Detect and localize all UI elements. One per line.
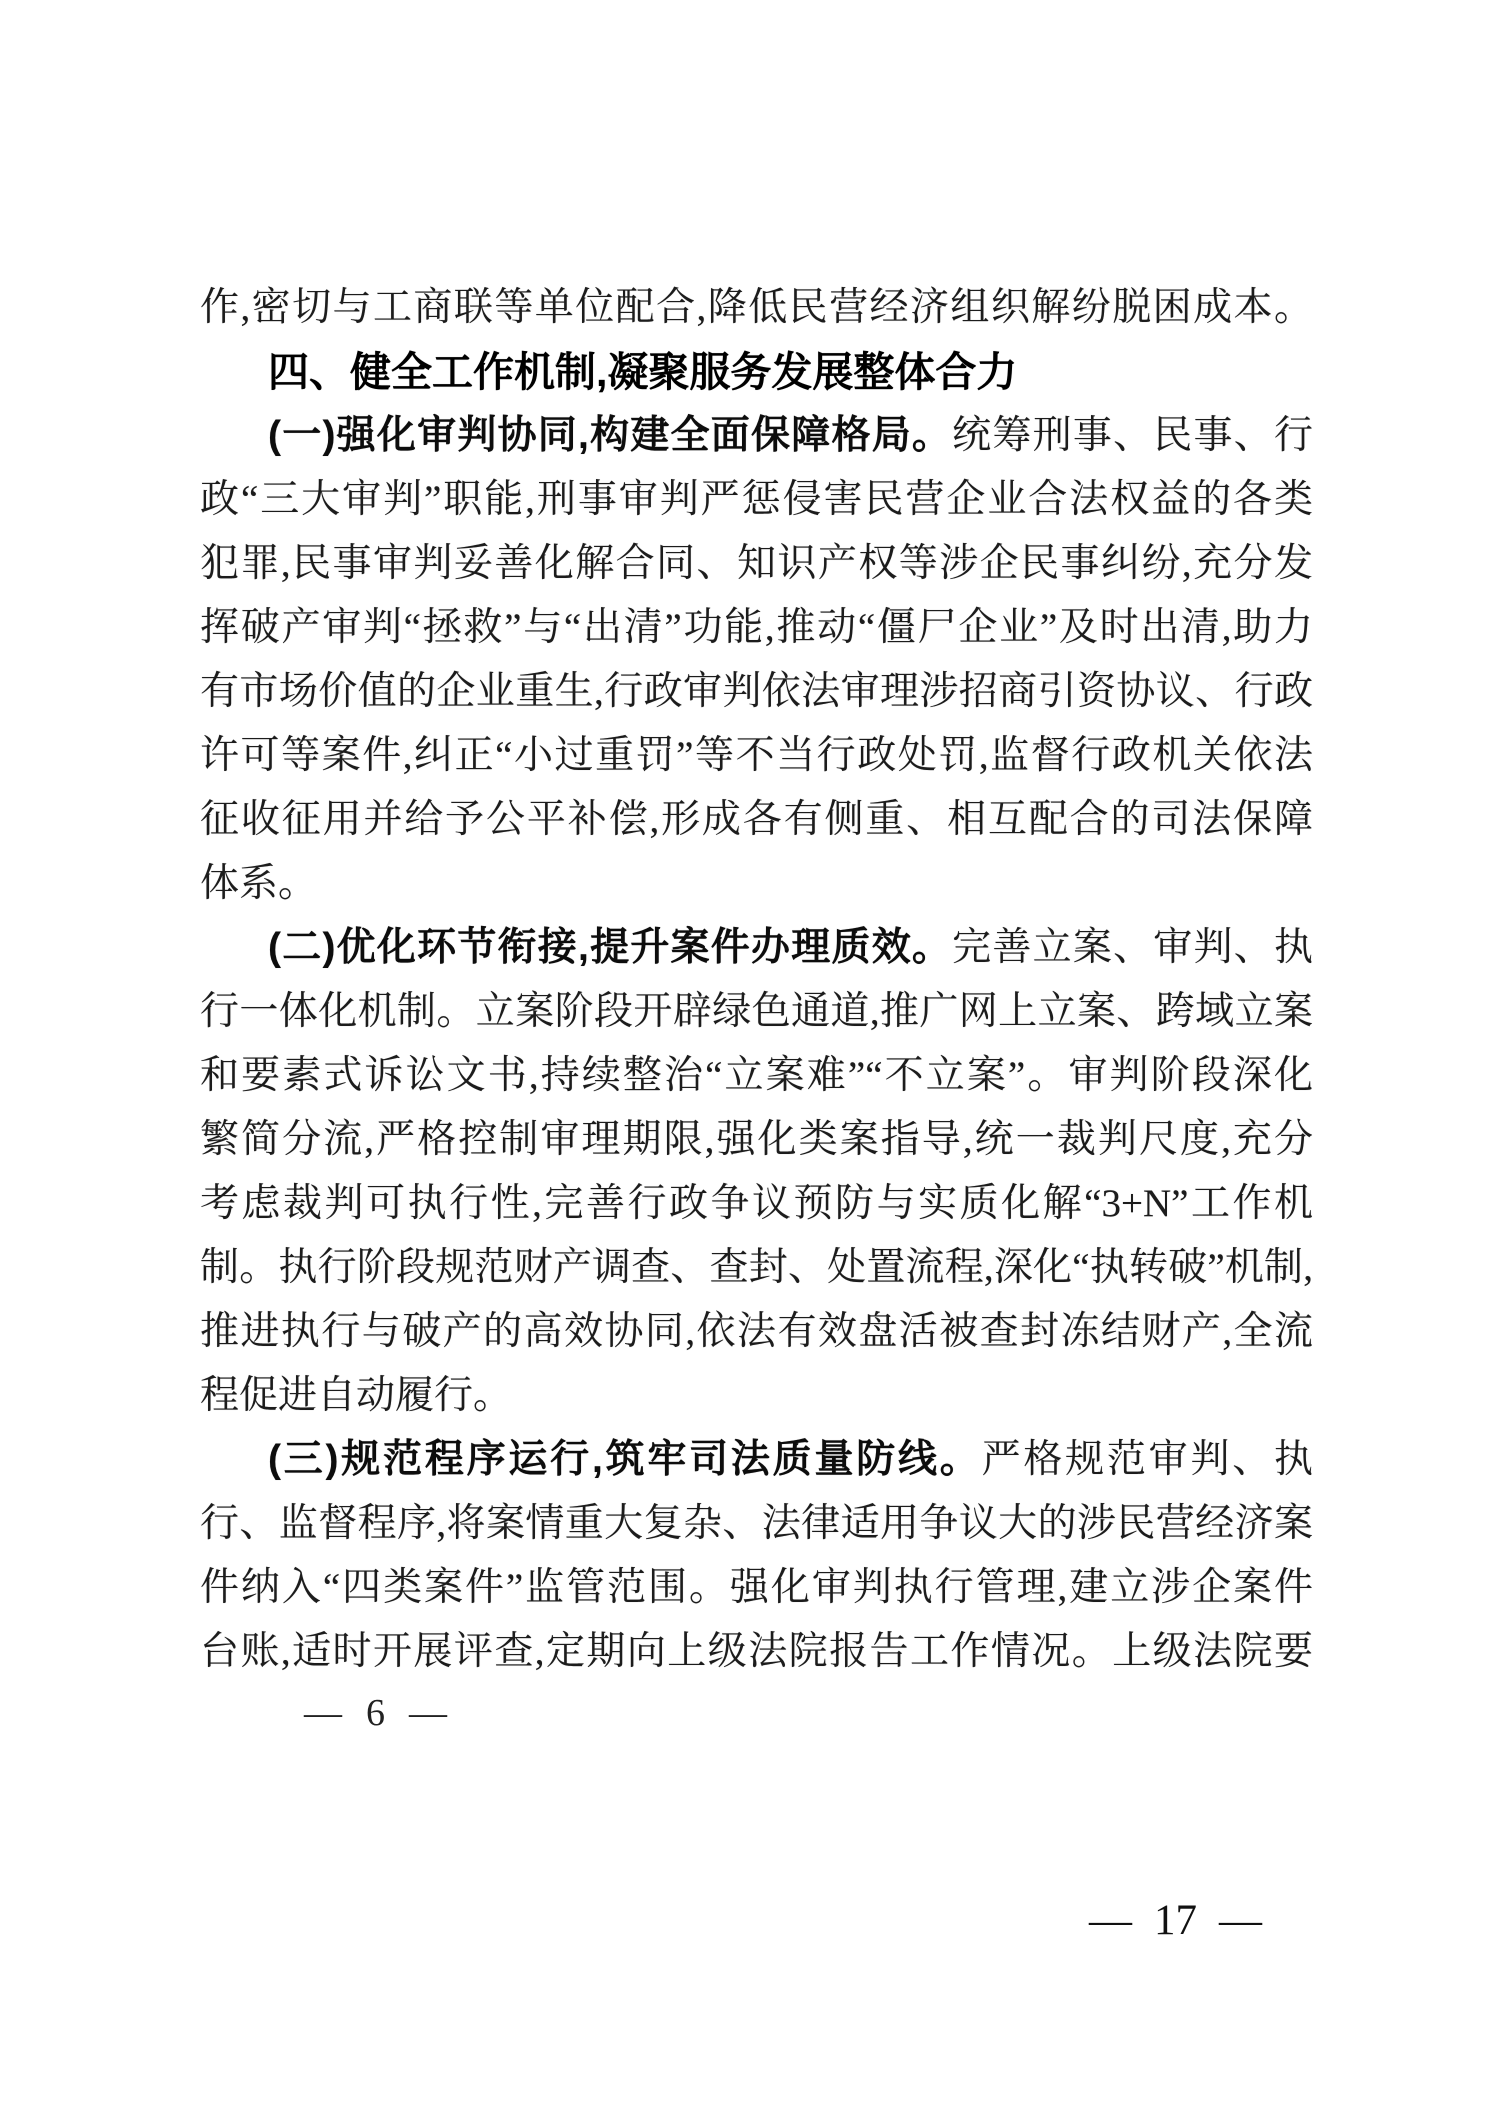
body-line: 行一体化机制。立案阶段开辟绿色通道,推广网上立案、跨域立案 xyxy=(200,990,1313,1033)
inline-page-number xyxy=(304,1690,447,1736)
body-line-text: 严格规范审判、执 xyxy=(981,1438,1313,1481)
paragraph-line xyxy=(200,916,1313,980)
body-line: 犯罪,民事审判妥善化解合同、知识产权等涉企民事纠纷,充分发 xyxy=(200,542,1313,585)
body-line-text: 统筹刑事、民事、行 xyxy=(952,414,1313,457)
body-line-text: 完善立案、审判、执 xyxy=(952,926,1313,969)
body-line: 征收征用并给予公平补偿,形成各有侧重、相互配合的司法保障 xyxy=(200,798,1313,841)
body-line: 有市场价值的企业重生,行政审判依法审理涉招商引资协议、行政 xyxy=(200,670,1313,713)
paragraph-lead: (二)优化环节衔接,提升案件办理质效。 xyxy=(268,926,953,969)
body-line: 挥破产审判“拯救”与“出清”功能,推动“僵尸企业”及时出清,助力 xyxy=(200,606,1313,649)
document-body xyxy=(200,276,1313,1736)
body-line: 台账,适时开展评查,定期向上级法院报告工作情况。上级法院要 xyxy=(200,1630,1313,1673)
body-line: 作,密切与工商联等单位配合,降低民营经济组织解纷脱困成本。 xyxy=(200,286,1313,329)
page-number-dash: — xyxy=(409,1692,447,1734)
body-line: 推进执行与破产的高效协同,依法有效盘活被查封冻结财产,全流 xyxy=(200,1310,1313,1353)
paragraph-lead: (一)强化审判协同,构建全面保障格局。 xyxy=(268,414,953,457)
paragraph-end-line: 体系。 xyxy=(200,862,318,905)
body-line: 考虑裁判可执行性,完善行政争议预防与实质化解“3+N”工作机 xyxy=(200,1182,1313,1225)
body-line: 制。执行阶段规范财产调查、查封、处置流程,深化“执转破”机制, xyxy=(200,1246,1313,1289)
page-number-dash: — xyxy=(304,1692,342,1734)
paragraph-line xyxy=(200,404,1313,468)
page-number-dash: — xyxy=(1089,1897,1132,1944)
body-line: 政“三大审判”职能,刑事审判严惩侵害民营企业合法权益的各类 xyxy=(200,478,1313,521)
inline-page-number-value: 6 xyxy=(366,1692,385,1734)
page-number-dash: — xyxy=(1219,1897,1262,1944)
body-line: 和要素式诉讼文书,持续整治“立案难”“不立案”。审判阶段深化 xyxy=(200,1054,1313,1097)
document-page-number xyxy=(1089,1896,1262,1946)
body-line: 许可等案件,纠正“小过重罚”等不当行政处罚,监督行政机关依法 xyxy=(200,734,1313,777)
body-line: 繁简分流,严格控制审理期限,强化类案指导,统一裁判尺度,充分 xyxy=(200,1118,1313,1161)
paragraph-line xyxy=(200,1428,1313,1492)
paragraph-end-line: 程促进自动履行。 xyxy=(200,1374,513,1417)
body-line: 行、监督程序,将案情重大复杂、法律适用争议大的涉民营经济案 xyxy=(200,1502,1313,1545)
section-heading: 四、健全工作机制,凝聚服务发展整体合力 xyxy=(268,349,1018,395)
body-line: 件纳入“四类案件”监管范围。强化审判执行管理,建立涉企案件 xyxy=(200,1566,1313,1609)
paragraph-lead: (三)规范程序运行,筑牢司法质量防线。 xyxy=(268,1438,982,1481)
document-page-number-value: 17 xyxy=(1154,1897,1197,1944)
